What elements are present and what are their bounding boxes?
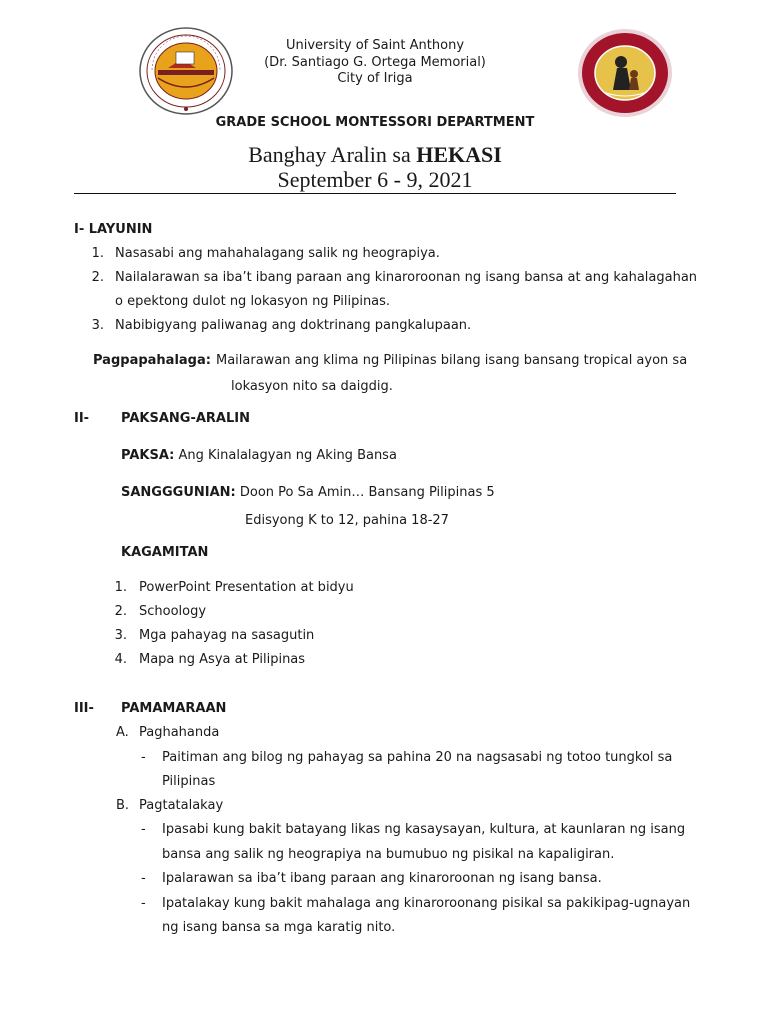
part-a-bullet-1-line1: Paitiman ang bilog ng pahayag sa pahina 20 na nagsasabi ng totoo tungkol sa [162, 750, 673, 765]
objective-1-text: Nasasabi ang mahahalagang salik ng heograpiya. [115, 246, 440, 261]
objective-1-number: 1. [91, 246, 104, 261]
section3-number: III- [74, 701, 94, 716]
part-b-bullet-2: Ipalarawan sa iba’t ibang paraan ang kinaroroonan ng isang bansa. [162, 871, 602, 886]
left-university-seal [138, 26, 234, 116]
reference-row [121, 485, 495, 500]
part-b-bullet-1-line1: Ipasabi kung bakit batayang likas ng kasaysayan, kultura, at kaunlaran ng isang [162, 822, 686, 837]
material-2-number: 2. [114, 604, 127, 619]
section2-heading: PAKSANG-ARALIN [121, 411, 250, 426]
department-name: GRADE SCHOOL MONTESSORI DEPARTMENT [215, 115, 535, 130]
objective-2-text-line2: o epektong dulot ng lokasyon ng Pilipinas. [115, 294, 391, 309]
bullet-dash: - [141, 871, 146, 886]
document-date: September 6 - 9, 2021 [277, 167, 473, 192]
objective-3-text: Nabibigyang paliwanag ang doktrinang pangkalupaan. [115, 318, 472, 333]
material-3-number: 3. [114, 628, 127, 643]
right-department-seal [577, 28, 673, 118]
title-subject: HEKASI [416, 142, 502, 167]
section3-heading: PAMAMARAAN [121, 701, 227, 716]
topic-text: Ang Kinalalagyan ng Aking Bansa [178, 448, 397, 463]
part-b-bullet-3-line2: ng isang bansa sa mga karatig nito. [162, 920, 396, 935]
section2-number: II- [74, 411, 90, 426]
topic-label: PAKSA: [121, 448, 175, 463]
section1-heading: I- LAYUNIN [74, 222, 153, 237]
objective-2-text-line1: Nailalarawan sa iba’t ibang paraan ang kinaroroonan ng isang bansa at ang kahalagahan [115, 270, 698, 285]
material-4-text: Mapa ng Asya at Pilipinas [139, 652, 306, 667]
part-a-title: Paghahanda [139, 725, 220, 740]
material-1-number: 1. [114, 580, 127, 595]
university-name: University of Saint Anthony [285, 38, 465, 53]
material-4-number: 4. [114, 652, 127, 667]
values-text-line1: Mailarawan ang klima ng Pilipinas bilang isang bansang tropical ayon sa [216, 353, 688, 368]
memorial-name: (Dr. Santiago G. Ortega Memorial) [264, 54, 486, 70]
title-prefix: Banghay Aralin sa [248, 142, 417, 167]
material-1-text: PowerPoint Presentation at bidyu [139, 580, 354, 595]
bullet-dash: - [141, 750, 146, 765]
topic-row [121, 448, 397, 463]
city-name: City of Iriga [337, 71, 413, 86]
part-a-letter: A. [116, 725, 129, 740]
objective-3-number: 3. [91, 318, 104, 333]
materials-heading: KAGAMITAN [121, 545, 209, 560]
values-label: Pagpapahalaga: [93, 353, 211, 368]
reference-text-line1: Doon Po Sa Amin… Bansang Pilipinas 5 [239, 485, 495, 500]
part-a-bullet-1-line2: Pilipinas [162, 774, 216, 789]
part-b-letter: B. [116, 798, 130, 813]
header-divider [74, 193, 676, 194]
part-b-title: Pagtatalakay [139, 798, 224, 813]
document-title [150, 142, 600, 168]
left-seal-icon [138, 26, 234, 116]
right-seal-icon [577, 28, 673, 118]
part-b-bullet-1-line2: bansa ang salik ng heograpiya na bumubuo ng pisikal na kapaligiran. [162, 847, 615, 862]
material-3-text: Mga pahayag na sasagutin [139, 628, 315, 643]
bullet-dash: - [141, 896, 146, 911]
values-text-line2: lokasyon nito sa daigdig. [231, 379, 393, 394]
bullet-dash: - [141, 822, 146, 837]
reference-text-line2: Edisyong K to 12, pahina 18-27 [245, 513, 449, 528]
objective-2-number: 2. [91, 270, 104, 285]
reference-label: SANGGGUNIAN: [121, 485, 236, 500]
part-b-bullet-3-line1: Ipatalakay kung bakit mahalaga ang kinaroroonang pisikal sa pakikipag-ugnayan [162, 896, 691, 911]
material-2-text: Schoology [139, 604, 207, 619]
